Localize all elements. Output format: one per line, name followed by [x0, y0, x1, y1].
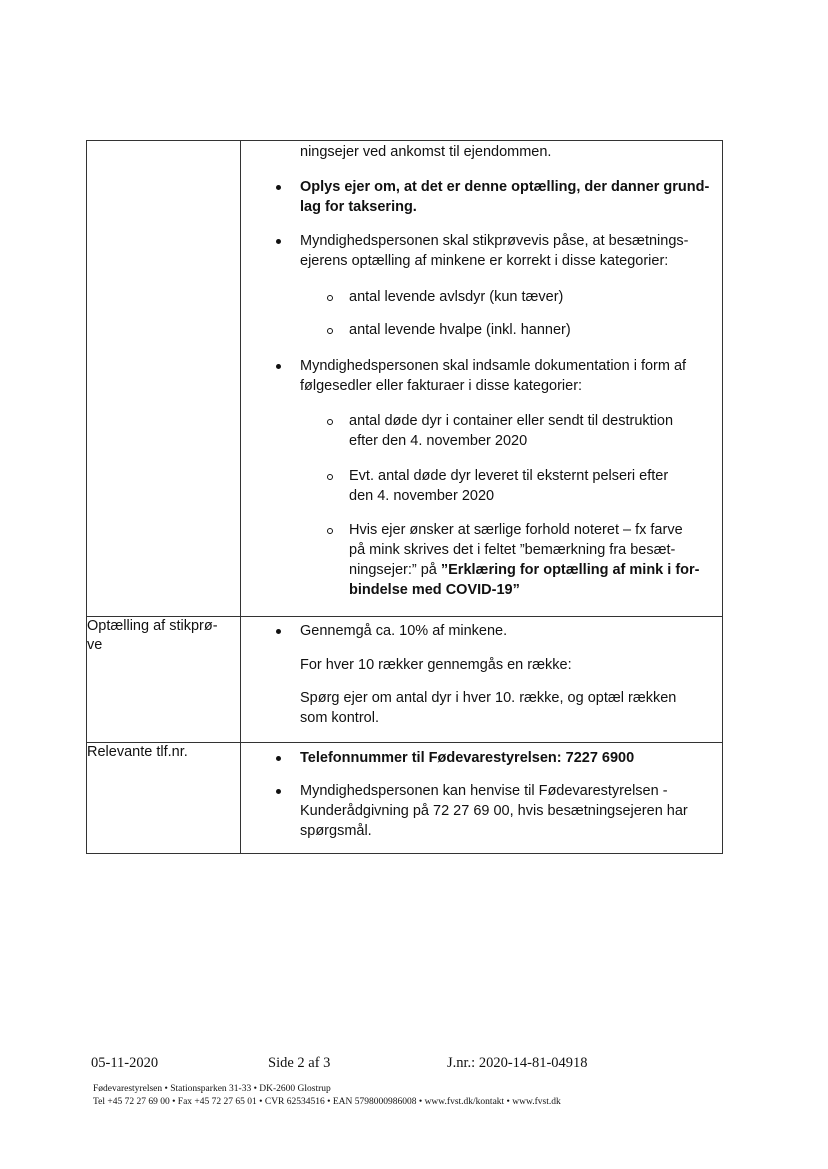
bullet-icon — [276, 364, 281, 369]
footer-address: Fødevarestyrelsen • Stationsparken 31-33 • DK-2600 Glostrup — [93, 1084, 331, 1094]
row-label-line: ve — [87, 637, 103, 653]
row-content — [241, 743, 723, 854]
footer-contact: Tel +45 72 27 69 00 • Fax +45 72 27 65 01 • CVR 62534516 • EAN 5798000986008 • www.fvst.dk/kontakt • www.fvst.dk — [93, 1097, 561, 1107]
text-line: Gennemgå ca. 10% af minkene. — [300, 623, 508, 639]
row-label — [87, 617, 241, 743]
circle-bullet-icon — [327, 528, 333, 534]
circle-bullet-icon — [327, 419, 333, 425]
text-line: lag for taksering. — [300, 199, 417, 215]
text-line: Hvis ejer ønsker at særlige forhold noteret – fx farve — [349, 522, 683, 538]
footer-page-number: Side 2 af 3 — [268, 1055, 331, 1071]
table-row — [87, 141, 723, 617]
text-line: bindelse med COVID-19” — [349, 582, 520, 598]
text-line: antal levende hvalpe (inkl. hanner) — [349, 322, 571, 338]
text-line: Oplys ejer om, at det er denne optælling, der danner grund- — [300, 179, 710, 195]
document-title-reference: ”Erklæring for optælling af mink i for- — [440, 562, 700, 578]
table-row — [87, 743, 723, 854]
bullet-icon — [276, 185, 281, 190]
row-label — [87, 141, 241, 617]
footer-date: 05-11-2020 — [91, 1055, 159, 1071]
bullet-icon — [276, 629, 281, 634]
bullet-icon — [276, 239, 281, 244]
bullet-icon — [276, 789, 281, 794]
text-line: den 4. november 2020 — [349, 488, 495, 504]
text-line: spørgsmål. — [300, 823, 372, 839]
row-label-line: Optælling af stikprø- — [87, 618, 218, 634]
text-line: ejerens optælling af minkene er korrekt i disse kategorier: — [300, 253, 669, 269]
bullet-icon — [276, 756, 281, 761]
text-line: efter den 4. november 2020 — [349, 433, 528, 449]
text-line: antal døde dyr i container eller sendt til destruktion — [349, 413, 674, 429]
text-line: på mink skrives det i feltet ”bemærkning fra besæt- — [349, 542, 676, 558]
table-row — [87, 617, 723, 743]
text-run: ningsejer:” på — [349, 562, 441, 578]
row-label — [87, 743, 241, 854]
text-line: som kontrol. — [300, 710, 379, 726]
text-line: For hver 10 rækker gennemgås en række: — [300, 657, 572, 673]
text-line: ningsejer ved ankomst til ejendommen. — [300, 144, 552, 160]
text-line — [349, 560, 699, 580]
row-label-line: Relevante tlf.nr. — [87, 744, 188, 760]
text-line: Evt. antal døde dyr leveret til eksternt pelseri efter — [349, 468, 669, 484]
row-content — [241, 141, 723, 617]
circle-bullet-icon — [327, 295, 333, 301]
text-line: følgesedler eller fakturaer i disse kategorier: — [300, 378, 583, 394]
text-line: Spørg ejer om antal dyr i hver 10. række, og optæl rækken — [300, 690, 677, 706]
text-line: Myndighedspersonen skal indsamle dokumentation i form af — [300, 358, 687, 374]
footer-journal-number: J.nr.: 2020-14-81-04918 — [447, 1055, 588, 1071]
instructions-table — [86, 140, 723, 854]
text-line: Telefonnummer til Fødevarestyrelsen: 7227 6900 — [300, 750, 635, 766]
text-line: Myndighedspersonen skal stikprøvevis påse, at besætnings- — [300, 233, 689, 249]
circle-bullet-icon — [327, 328, 333, 334]
row-content — [241, 617, 723, 743]
text-line: Kunderådgivning på 72 27 69 00, hvis besætningsejeren har — [300, 803, 688, 819]
text-line: Myndighedspersonen kan henvise til Fødevarestyrelsen - — [300, 783, 668, 799]
circle-bullet-icon — [327, 474, 333, 480]
text-line: antal levende avlsdyr (kun tæver) — [349, 289, 564, 305]
